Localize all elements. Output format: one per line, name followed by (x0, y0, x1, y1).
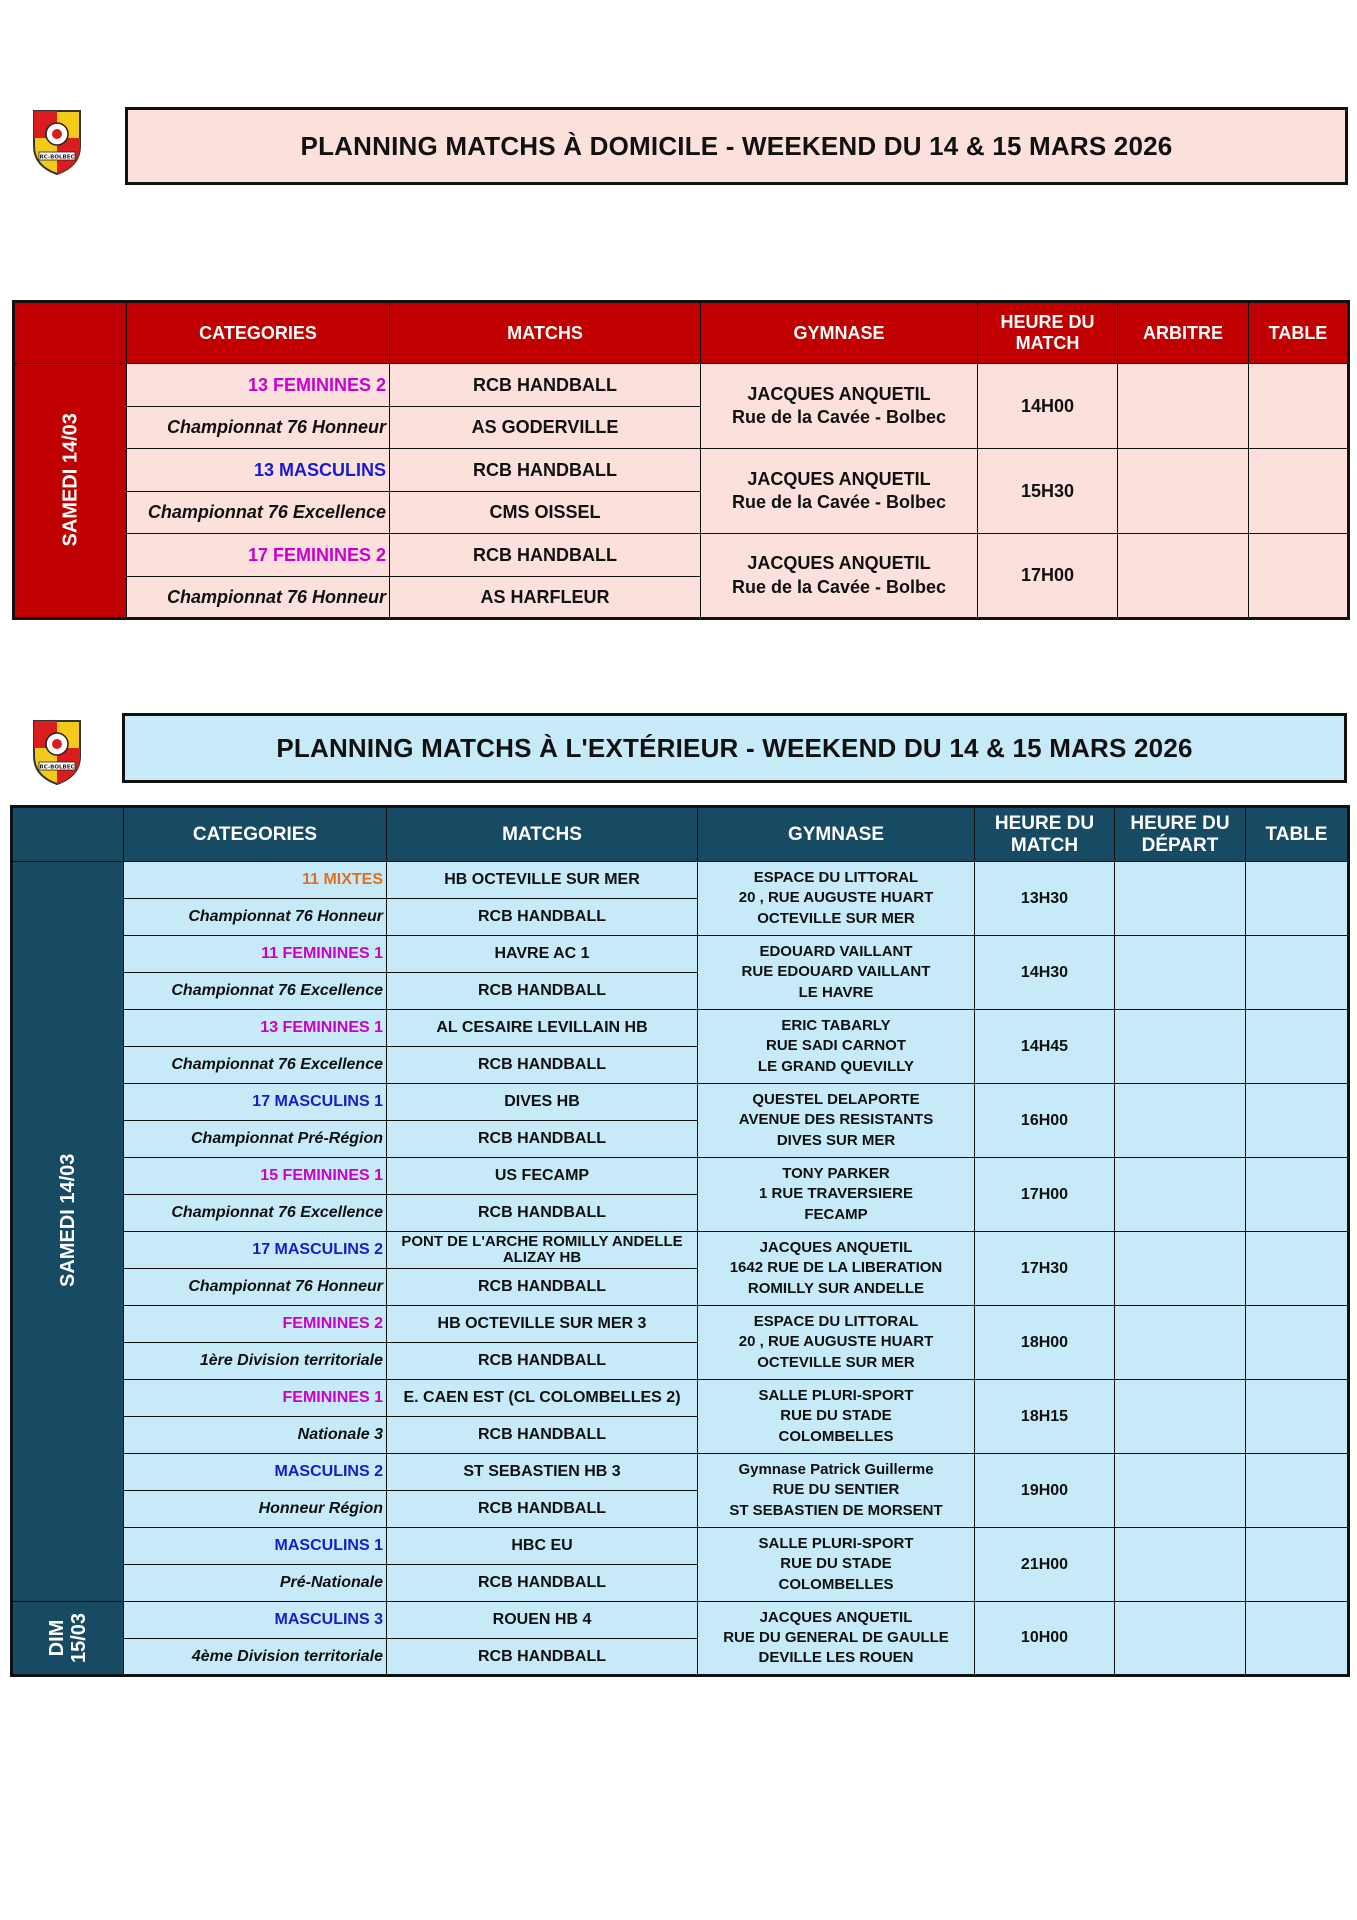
day-label (46, 1602, 90, 1676)
column-header: CATEGORIES (127, 302, 390, 364)
away-team: AS HARFLEUR (390, 577, 701, 619)
table-row (12, 1602, 1349, 1639)
gymnasium (698, 1010, 975, 1084)
column-header: HEURE DU MATCH (975, 807, 1115, 862)
referee-cell (1118, 364, 1249, 449)
home-schedule-table (12, 300, 1350, 620)
rcb-team: RCB HANDBALL (387, 1121, 698, 1158)
rcb-team: RCB HANDBALL (387, 973, 698, 1010)
gymnasium (698, 1306, 975, 1380)
gym-street: 20 , RUE AUGUSTE HUART (738, 889, 934, 907)
opponent-team: DIVES HB (387, 1084, 698, 1121)
opponent-team: US FECAMP (387, 1158, 698, 1195)
table-row (14, 449, 1349, 492)
header-row (14, 302, 1349, 364)
gymnasium (698, 1232, 975, 1306)
away-title: PLANNING MATCHS À L'EXTÉRIEUR - WEEKEND DU 14 & 15 MARS 2026 (122, 713, 1347, 783)
table-cell (1249, 534, 1349, 619)
competition: Championnat 76 Honneur (124, 1269, 387, 1306)
away-team: CMS OISSEL (390, 492, 701, 534)
day-label-cell (14, 364, 127, 619)
gym-name: JACQUES ANQUETIL (747, 383, 931, 404)
gym-name: EDOUARD VAILLANT (759, 943, 913, 961)
gymnasium (698, 1528, 975, 1602)
departure-cell (1115, 1158, 1246, 1232)
column-header: GYMNASE (701, 302, 978, 364)
departure-cell (1115, 1528, 1246, 1602)
header-corner (14, 302, 127, 364)
table-row (12, 1380, 1349, 1417)
table-cell (1246, 862, 1349, 936)
day-label-name: DIM (46, 1619, 68, 1657)
table-row (12, 1084, 1349, 1121)
gymnasium (698, 1084, 975, 1158)
column-header: TABLE (1249, 302, 1349, 364)
gym-name: SALLE PLURI-SPORT (758, 1535, 914, 1553)
rcb-team: RCB HANDBALL (387, 1417, 698, 1454)
gym-street: RUE DU SENTIER (772, 1481, 900, 1499)
column-header: CATEGORIES (124, 807, 387, 862)
table-cell (1249, 449, 1349, 534)
away-team: AS GODERVILLE (390, 407, 701, 449)
category: 13 FEMININES 2 (127, 364, 390, 407)
match-time: 16H00 (975, 1084, 1115, 1158)
category: FEMININES 2 (124, 1306, 387, 1343)
table-row (12, 1528, 1349, 1565)
gym-street: 20 , RUE AUGUSTE HUART (738, 1333, 934, 1351)
gymnasium (701, 449, 978, 534)
referee-cell (1118, 449, 1249, 534)
table-cell (1246, 1232, 1349, 1306)
table-cell (1246, 1528, 1349, 1602)
table-row (12, 1306, 1349, 1343)
match-time: 14H00 (978, 364, 1118, 449)
gym-street: RUE SADI CARNOT (765, 1037, 906, 1055)
opponent-team: PONT DE L'ARCHE ROMILLY ANDELLE ALIZAY HB (387, 1232, 698, 1269)
category: MASCULINS 2 (124, 1454, 387, 1491)
home-team: RCB HANDBALL (390, 449, 701, 492)
gym-street: RUE DU STADE (780, 1555, 892, 1573)
category: MASCULINS 3 (124, 1602, 387, 1639)
competition: Pré-Nationale (124, 1565, 387, 1602)
departure-cell (1115, 1602, 1246, 1676)
match-time: 19H00 (975, 1454, 1115, 1528)
rcb-team: RCB HANDBALL (387, 1269, 698, 1306)
gym-city: LE GRAND QUEVILLY (757, 1057, 915, 1075)
table-row (12, 1454, 1349, 1491)
rcb-team: RCB HANDBALL (387, 1047, 698, 1084)
competition: Championnat 76 Honneur (124, 899, 387, 936)
gym-city: FECAMP (804, 1205, 868, 1223)
gym-name: ESPACE DU LITTORAL (753, 869, 919, 887)
departure-cell (1115, 1306, 1246, 1380)
opponent-team: HB OCTEVILLE SUR MER (387, 862, 698, 899)
competition: Championnat 76 Honneur (127, 407, 390, 449)
gym-city: COLOMBELLES (778, 1575, 894, 1593)
match-time: 18H15 (975, 1380, 1115, 1454)
match-time: 13H30 (975, 862, 1115, 936)
match-time: 14H45 (975, 1010, 1115, 1084)
table-row (14, 534, 1349, 577)
competition: Honneur Région (124, 1491, 387, 1528)
category: 17 MASCULINS 2 (124, 1232, 387, 1269)
gymnasium (698, 862, 975, 936)
category: 11 MIXTES (124, 862, 387, 899)
gym-city: ROMILLY SUR ANDELLE (747, 1279, 925, 1297)
day-label: SAMEDI 14/03 (59, 412, 82, 546)
rcb-team: RCB HANDBALL (387, 1639, 698, 1676)
rcb-team: RCB HANDBALL (387, 1343, 698, 1380)
rcb-team: RCB HANDBALL (387, 1195, 698, 1232)
referee-cell (1118, 534, 1249, 619)
table-cell (1246, 1010, 1349, 1084)
opponent-team: HBC EU (387, 1528, 698, 1565)
day-label: SAMEDI 14/03 (57, 1153, 79, 1287)
gym-name: QUESTEL DELAPORTE (752, 1091, 920, 1109)
table-cell (1246, 1158, 1349, 1232)
opponent-team: E. CAEN EST (CL COLOMBELLES 2) (387, 1380, 698, 1417)
competition: 1ère Division territoriale (124, 1343, 387, 1380)
column-header: ARBITRE (1118, 302, 1249, 364)
departure-cell (1115, 1084, 1246, 1158)
rcb-team: RCB HANDBALL (387, 899, 698, 936)
home-team: RCB HANDBALL (390, 364, 701, 407)
svg-text:RC-BOLBEC: RC-BOLBEC (39, 764, 75, 771)
competition: Championnat 76 Excellence (124, 1195, 387, 1232)
gymnasium (698, 1602, 975, 1676)
gym-street: 1642 RUE DE LA LIBERATION (729, 1259, 943, 1277)
column-header: HEURE DU MATCH (978, 302, 1118, 364)
table-cell (1246, 1306, 1349, 1380)
day-label-cell (12, 1602, 124, 1676)
table-cell (1246, 1454, 1349, 1528)
table-row (12, 1158, 1349, 1195)
gym-name: Gymnase Patrick Guillerme (738, 1461, 934, 1479)
competition: Championnat 76 Honneur (127, 577, 390, 619)
column-header: TABLE (1246, 807, 1349, 862)
table-cell (1246, 936, 1349, 1010)
day-label-date: 15/03 (68, 1612, 90, 1664)
match-time: 10H00 (975, 1602, 1115, 1676)
svg-text:RC-BOLBEC: RC-BOLBEC (39, 154, 75, 161)
gym-name: JACQUES ANQUETIL (747, 468, 931, 489)
column-header: MATCHS (387, 807, 698, 862)
match-time: 17H00 (978, 534, 1118, 619)
match-time: 17H30 (975, 1232, 1115, 1306)
away-schedule-table (10, 805, 1350, 1677)
column-header: GYMNASE (698, 807, 975, 862)
gym-street: AVENUE DES RESISTANTS (738, 1111, 934, 1129)
match-time: 21H00 (975, 1528, 1115, 1602)
gym-city: LE HAVRE (798, 983, 874, 1001)
day-label-cell (12, 862, 124, 1602)
table-cell (1246, 1380, 1349, 1454)
gym-city: DIVES SUR MER (776, 1131, 896, 1149)
category: 17 MASCULINS 1 (124, 1084, 387, 1121)
table-row (12, 862, 1349, 899)
gym-street: RUE DU GENERAL DE GAULLE (723, 1628, 949, 1646)
competition: 4ème Division territoriale (124, 1639, 387, 1676)
gym-name: SALLE PLURI-SPORT (758, 1387, 914, 1405)
departure-cell (1115, 862, 1246, 936)
category: 13 MASCULINS (127, 449, 390, 492)
table-row (14, 364, 1349, 407)
table-row (12, 936, 1349, 973)
table-row (12, 1232, 1349, 1269)
competition: Championnat 76 Excellence (127, 492, 390, 534)
opponent-team: HB OCTEVILLE SUR MER 3 (387, 1306, 698, 1343)
category: 13 FEMININES 1 (124, 1010, 387, 1047)
table-cell (1246, 1602, 1349, 1676)
gym-name: JACQUES ANQUETIL (759, 1608, 913, 1626)
opponent-team: AL CESAIRE LEVILLAIN HB (387, 1010, 698, 1047)
header-corner (12, 807, 124, 862)
competition: Championnat 76 Excellence (124, 973, 387, 1010)
home-title: PLANNING MATCHS À DOMICILE - WEEKEND DU 14 & 15 MARS 2026 (125, 107, 1348, 185)
match-time: 15H30 (978, 449, 1118, 534)
gym-address: Rue de la Cavée - Bolbec (731, 492, 947, 512)
gym-city: ST SEBASTIEN DE MORSENT (729, 1501, 943, 1519)
club-logo-icon (30, 108, 84, 176)
gym-city: COLOMBELLES (778, 1427, 894, 1445)
gym-address: Rue de la Cavée - Bolbec (731, 407, 947, 427)
category: MASCULINS 1 (124, 1528, 387, 1565)
rcb-team: RCB HANDBALL (387, 1491, 698, 1528)
competition: Championnat 76 Excellence (124, 1047, 387, 1084)
gymnasium (698, 1454, 975, 1528)
departure-cell (1115, 1010, 1246, 1084)
gym-street: RUE DU STADE (780, 1407, 892, 1425)
gym-name: TONY PARKER (782, 1165, 890, 1183)
opponent-team: ROUEN HB 4 (387, 1602, 698, 1639)
gymnasium (698, 936, 975, 1010)
opponent-team: HAVRE AC 1 (387, 936, 698, 973)
competition: Championnat Pré-Région (124, 1121, 387, 1158)
departure-cell (1115, 936, 1246, 1010)
match-time: 14H30 (975, 936, 1115, 1010)
club-logo-icon (30, 718, 84, 786)
gym-city: OCTEVILLE SUR MER (757, 909, 915, 927)
departure-cell (1115, 1380, 1246, 1454)
table-row (12, 1010, 1349, 1047)
gym-name: JACQUES ANQUETIL (759, 1239, 913, 1257)
column-header: HEURE DU DÉPART (1115, 807, 1246, 862)
gym-name: JACQUES ANQUETIL (747, 553, 931, 574)
gymnasium (701, 534, 978, 619)
gym-city: DEVILLE LES ROUEN (758, 1649, 914, 1667)
competition: Nationale 3 (124, 1417, 387, 1454)
gym-street: 1 RUE TRAVERSIERE (759, 1185, 913, 1203)
gymnasium (698, 1158, 975, 1232)
match-time: 17H00 (975, 1158, 1115, 1232)
match-time: 18H00 (975, 1306, 1115, 1380)
category: 15 FEMININES 1 (124, 1158, 387, 1195)
column-header: MATCHS (390, 302, 701, 364)
gym-city: OCTEVILLE SUR MER (757, 1353, 915, 1371)
category: FEMININES 1 (124, 1380, 387, 1417)
departure-cell (1115, 1232, 1246, 1306)
gym-address: Rue de la Cavée - Bolbec (731, 576, 947, 597)
gymnasium (698, 1380, 975, 1454)
gymnasium (701, 364, 978, 449)
table-cell (1246, 1084, 1349, 1158)
category: 11 FEMININES 1 (124, 936, 387, 973)
gym-name: ERIC TABARLY (781, 1017, 891, 1035)
departure-cell (1115, 1454, 1246, 1528)
gym-name: ESPACE DU LITTORAL (753, 1313, 919, 1331)
table-cell (1249, 364, 1349, 449)
category: 17 FEMININES 2 (127, 534, 390, 577)
opponent-team: ST SEBASTIEN HB 3 (387, 1454, 698, 1491)
home-team: RCB HANDBALL (390, 534, 701, 577)
gym-street: RUE EDOUARD VAILLANT (741, 963, 931, 981)
rcb-team: RCB HANDBALL (387, 1565, 698, 1602)
header-row (12, 807, 1349, 862)
